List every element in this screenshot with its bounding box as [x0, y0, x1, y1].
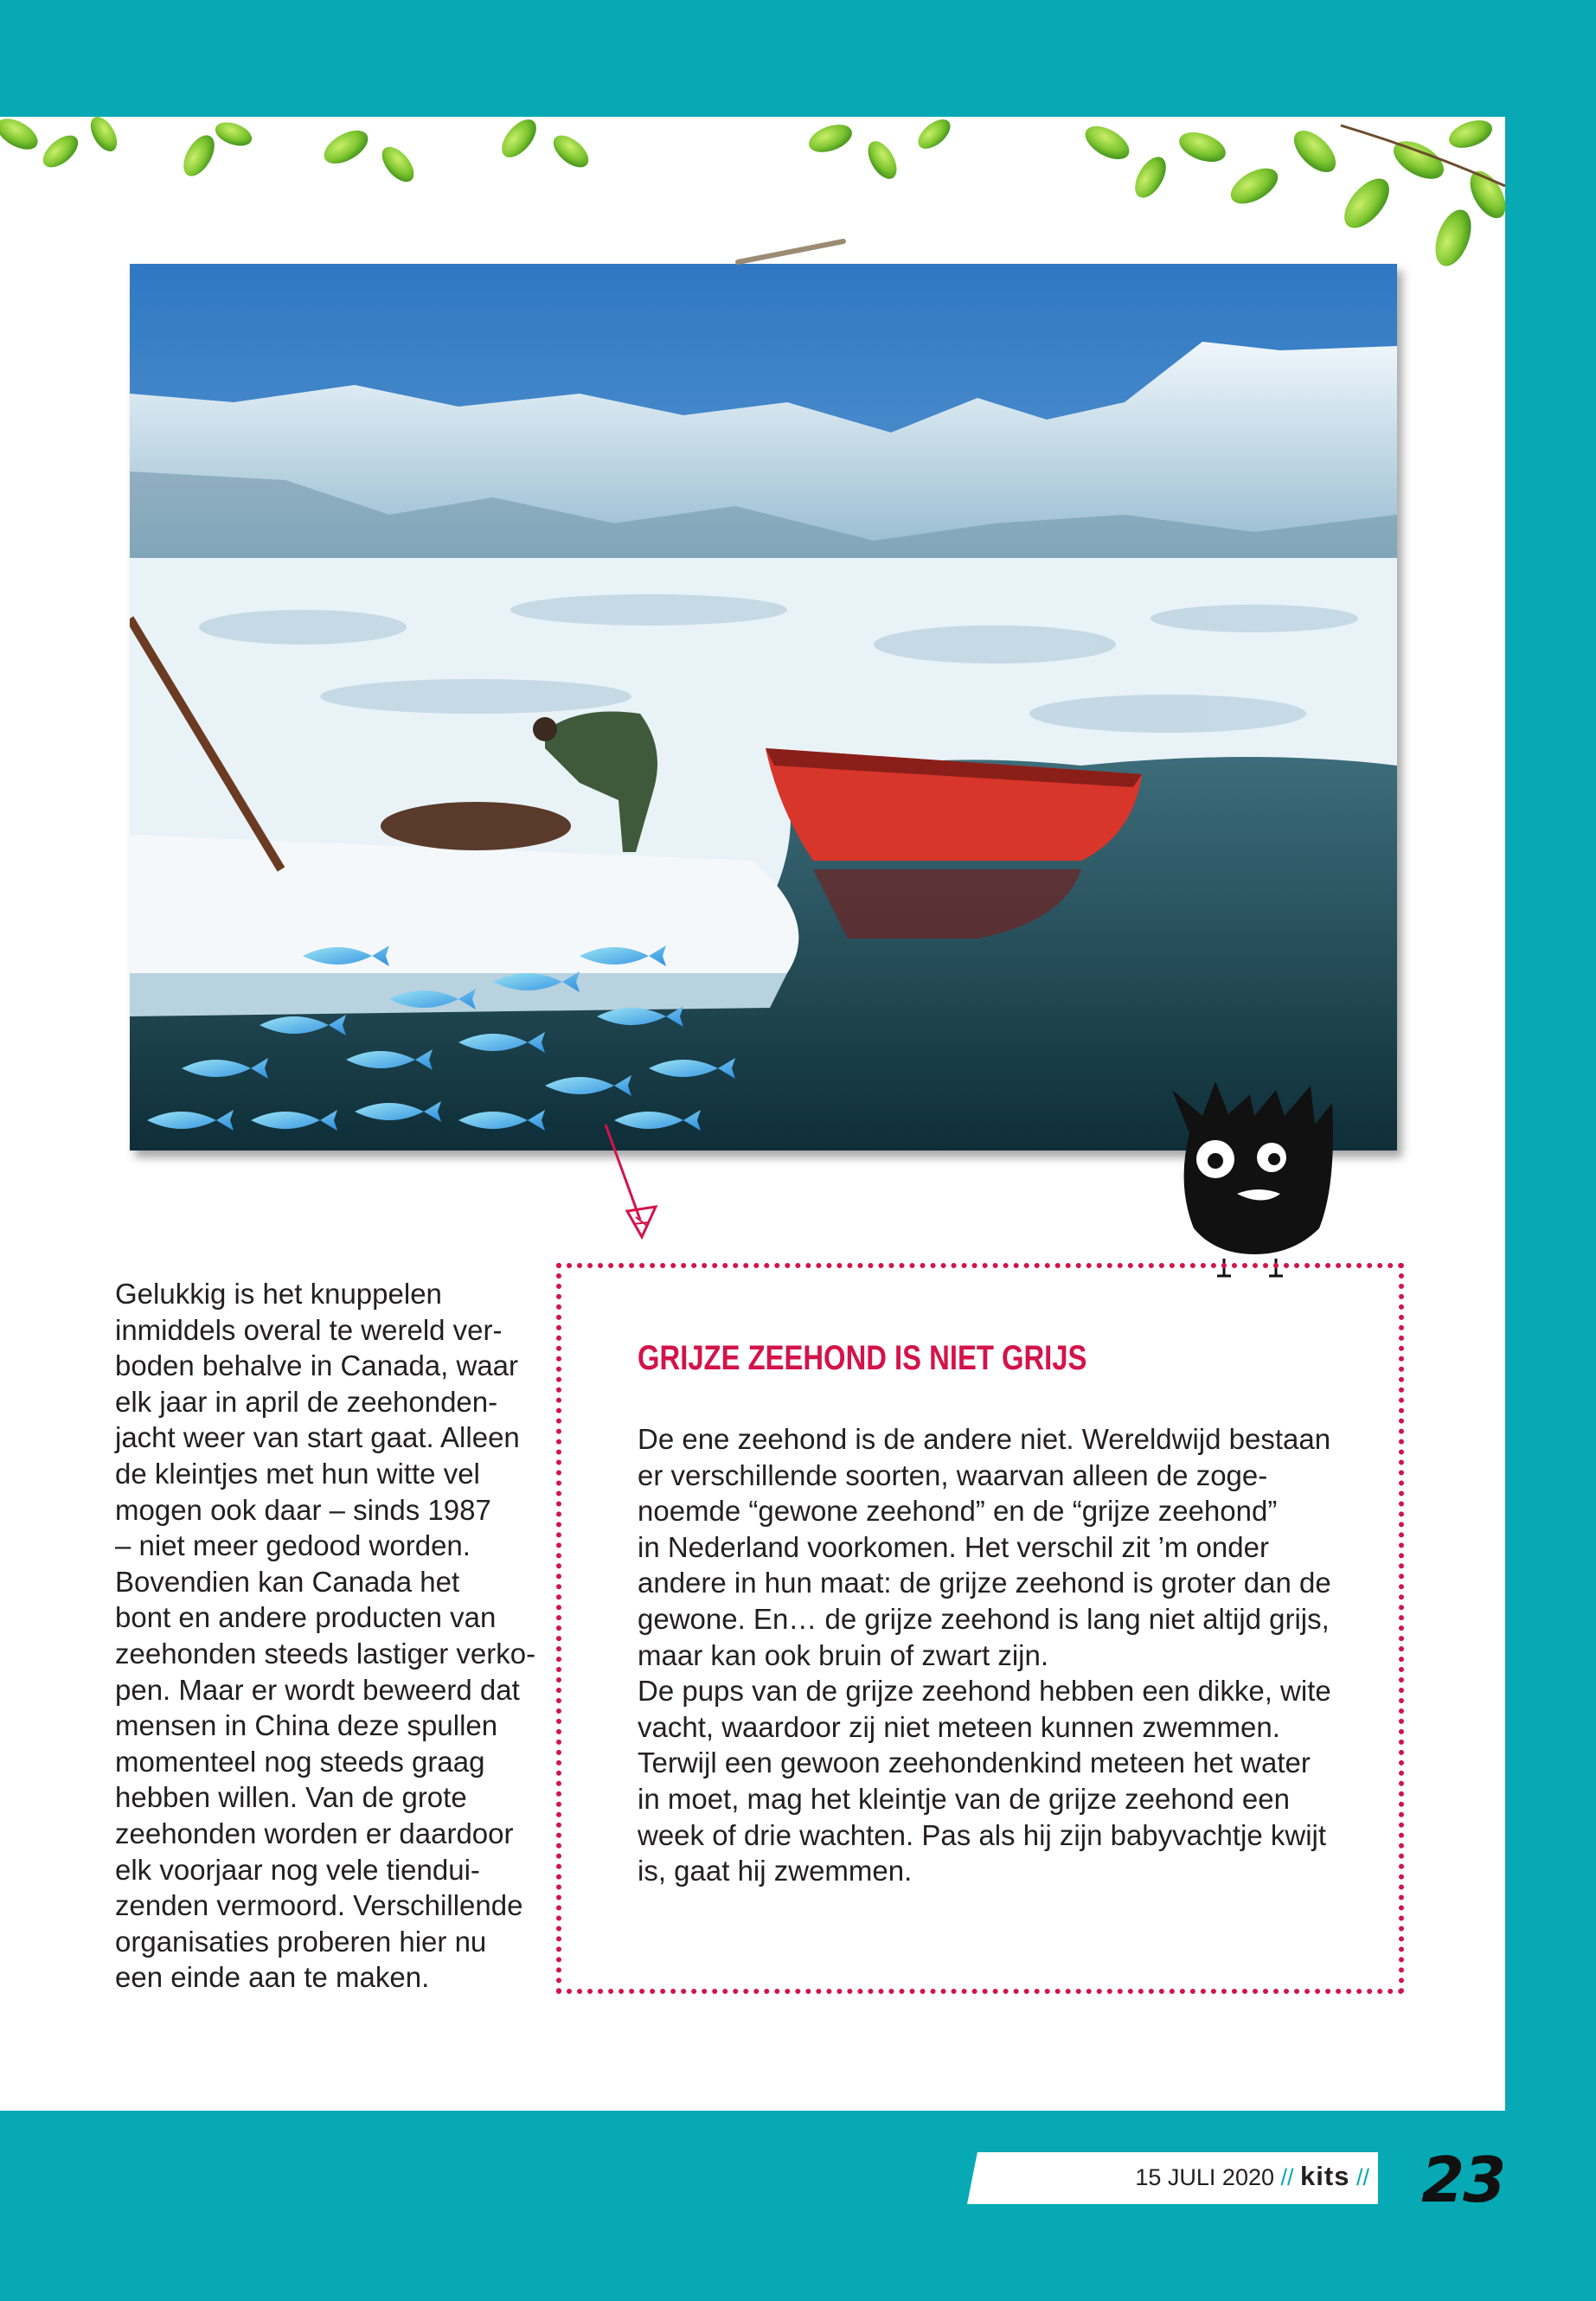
left-line: mensen in China deze spullen	[115, 1709, 498, 1742]
box-line: vacht, waardoor zij niet meteen kunnen zwemmen.	[638, 1710, 1280, 1743]
footer-slash: //	[1356, 2164, 1369, 2190]
left-column-text	[115, 1276, 539, 1996]
left-line: – niet meer gedood worden.	[115, 1529, 471, 1562]
box-line: maar kan ook bruin of zwart zijn.	[638, 1638, 1049, 1671]
left-line: zenden vermoord. Verschillende	[115, 1889, 523, 1922]
arrow-down-icon	[588, 1120, 683, 1241]
info-box-title: GRIJZE ZEEHOND IS NIET GRIJS	[638, 1339, 1087, 1377]
box-line: week of drie wachten. Pas als hij zijn babyvachtje kwijt	[638, 1818, 1327, 1851]
left-line: bont en andere producten van	[115, 1601, 497, 1634]
info-box-text	[638, 1421, 1347, 1889]
box-line: De pups van de grijze zeehond hebben een dikke, wite	[638, 1675, 1331, 1708]
left-line: zeehonden worden er daardoor	[115, 1817, 514, 1849]
left-line: boden behalve in Canada, waar	[115, 1349, 519, 1382]
box-line: is, gaat hij zwemmen.	[638, 1855, 913, 1888]
footer-brand: kits	[1300, 2161, 1350, 2191]
left-line: momenteel nog steeds graag	[115, 1745, 485, 1778]
box-line: noemde “gewone zeehond” en de “grijze zeehond”	[638, 1495, 1278, 1528]
footer-slash: //	[1280, 2164, 1294, 2190]
box-line: in moet, mag het kleintje van de grijze zeehond een	[638, 1782, 1290, 1815]
left-line: Bovendien kan Canada het	[115, 1565, 460, 1598]
photo-frame	[130, 264, 1397, 1150]
box-line: in Nederland voorkomen. Het verschil zit ’m onder	[638, 1530, 1269, 1563]
footer-issue-date	[1135, 2161, 1369, 2192]
left-line: elk voorjaar nog vele tiendui-	[115, 1853, 480, 1886]
left-line: Gelukkig is het knuppelen	[115, 1278, 442, 1310]
pin-decoration	[731, 229, 852, 272]
left-line: elk jaar in april de zeehonden-	[115, 1385, 498, 1418]
footer-date-text: 15 JULI 2020	[1135, 2164, 1274, 2190]
page-number: 23	[1421, 2144, 1505, 2216]
left-line: mogen ook daar – sinds 1987	[115, 1493, 491, 1526]
box-line: Terwijl een gewoon zeehondenkind meteen het water	[638, 1747, 1311, 1779]
left-line: organisaties proberen hier nu	[115, 1925, 487, 1958]
left-line: een einde aan te maken.	[115, 1961, 430, 1994]
left-line: pen. Maar er wordt beweerd dat	[115, 1673, 520, 1706]
box-line: er verschillende soorten, waarvan alleen de zoge-	[638, 1458, 1268, 1491]
left-line: de kleintjes met hun witte vel	[115, 1457, 480, 1490]
left-line: inmiddels overal te wereld ver-	[115, 1313, 503, 1346]
arctic-photo	[130, 264, 1397, 1150]
left-line: zeehonden steeds lastiger verko-	[115, 1637, 536, 1670]
box-line: gewone. En… de grijze zeehond is lang niet altijd grijs,	[638, 1602, 1330, 1635]
left-line: hebben willen. Van de grote	[115, 1781, 467, 1814]
box-line: andere in hun maat: de grijze zeehond is groter dan de	[638, 1567, 1331, 1599]
box-line: De ene zeehond is de andere niet. Wereldwijd bestaan	[638, 1423, 1331, 1455]
left-line: jacht weer van start gaat. Alleen	[115, 1421, 520, 1454]
